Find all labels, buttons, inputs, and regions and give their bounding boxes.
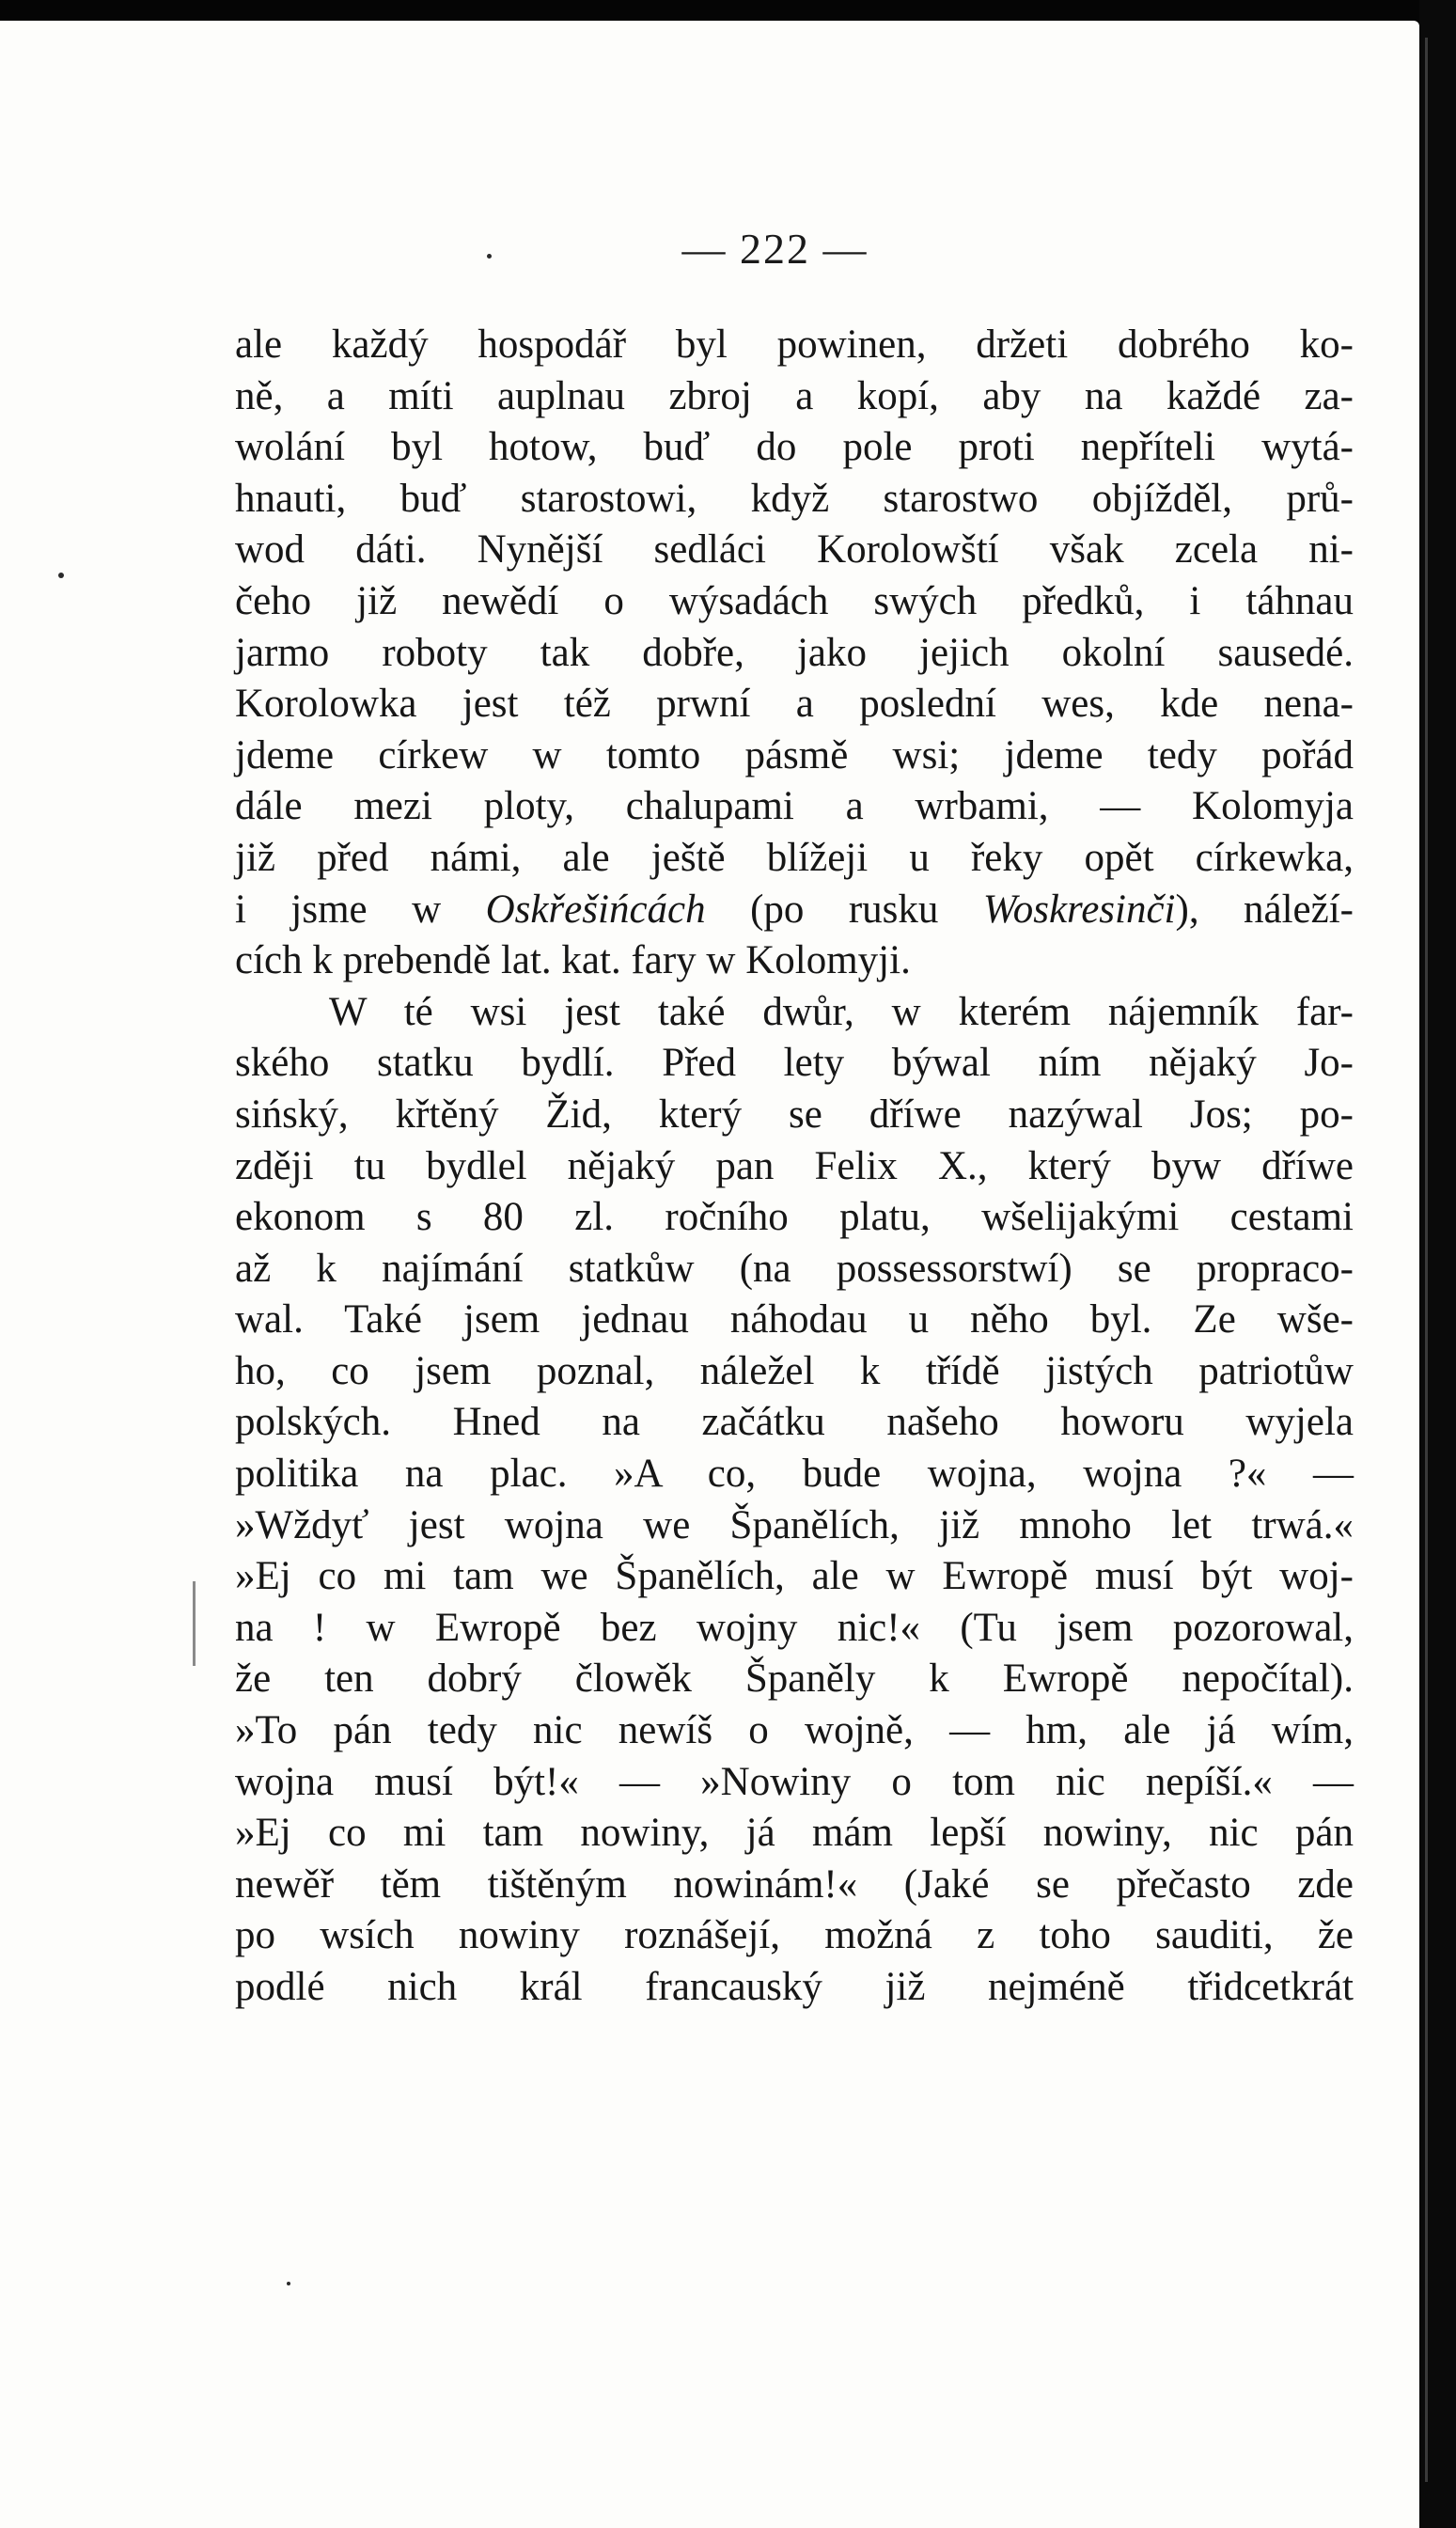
text-line: »Wždyť jest wojna we Španělích, již mnoho let trwá.«	[235, 1502, 1354, 1547]
text-line: wolání byl hotow, buď do pole proti nepříteli wytá-	[235, 425, 1354, 470]
text-line: ho, co jsem poznal, náležel k třídě jistých patriotůw	[235, 1348, 1354, 1393]
text-line: čeho již newědí o wýsadách swých předků, i táhnau	[235, 578, 1354, 623]
text-line: cích k prebendě lat. kat. fary w Kolomyji.	[235, 938, 911, 983]
text-line: Korolowka jest též prwní a poslední wes, kde nena-	[235, 682, 1354, 727]
text-line: wal. Také jsem jednau náhodau u něho byl. Ze wše-	[235, 1297, 1354, 1343]
text-line: hnauti, buď starostowi, když starostwo objížděl, prů-	[235, 476, 1354, 521]
ink-speck	[287, 2282, 290, 2285]
text-line: ně, a míti auplnau zbroj a kopí, aby na každé za-	[235, 373, 1354, 418]
text-line: zději tu bydlel nějaký pan Felix X., který byw dříwe	[235, 1143, 1354, 1188]
text-line: wojna musí být!« — »Nowiny o tom nic nepíší.« —	[235, 1759, 1354, 1804]
text-line: že ten dobrý člowěk Španěly k Ewropě nepočítal).	[235, 1657, 1354, 1702]
text-line: politika na plac. »A co, bude wojna, wojna ?« —	[235, 1452, 1354, 1497]
book-edge	[1419, 0, 1456, 2528]
text-segment: ), náleží-	[1175, 887, 1354, 932]
text-line: jdeme církew w tomto pásmě wsi; jdeme tedy pořád	[235, 732, 1354, 777]
text-line: »Ej co mi tam we Španělích, ale w Ewropě musí být woj-	[235, 1554, 1354, 1599]
text-line: podlé nich král francauský již nejméně třidcetkrát	[235, 1965, 1354, 2009]
gutter-mark	[193, 1581, 196, 1666]
text-line: jarmo roboty tak dobře, jako jejich okolní sausedé.	[235, 630, 1354, 675]
page-number: — 222 —	[681, 225, 869, 273]
text-line: »Ej co mi tam nowiny, já mám lepší nowiny, nic pán	[235, 1811, 1354, 1856]
page-text	[235, 320, 1354, 2014]
place-name-rusyn: Woskresinči	[982, 887, 1176, 932]
text-segment: (po rusku	[705, 887, 983, 932]
text-line: až k najímání statkůw (na possessorstwí) se propraco-	[235, 1246, 1354, 1291]
text-line: ského statku bydlí. Před lety býwal ním nějaký Jo-	[235, 1041, 1354, 1086]
text-line-with-place-names	[235, 885, 1354, 936]
text-line: na ! w Ewropě bez wojny nic!« (Tu jsem pozorowal,	[235, 1605, 1354, 1650]
text-line: po wsích nowiny roznášejí, možná z toho sauditi, že	[235, 1913, 1354, 1958]
text-line: »To pán tedy nic newíš o wojně, — hm, ale já wím,	[235, 1708, 1354, 1753]
place-name-czech: Oskřešińcách	[485, 887, 706, 932]
text-line: ekonom s 80 zl. ročního platu, wšelijakými cestami	[235, 1195, 1354, 1240]
text-line-paragraph-start: W té wsi jest také dwůr, w kterém nájemník far-	[329, 989, 1354, 1034]
text-line: polských. Hned na začátku našeho howoru wyjela	[235, 1400, 1354, 1445]
ink-speck	[58, 573, 64, 578]
text-line: dále mezi ploty, chalupami a wrbami, — Kolomyja	[235, 784, 1354, 829]
text-line: sińský, křtěný Žid, který se dříwe nazýwal Jos; po-	[235, 1091, 1354, 1137]
text-line: wod dáti. Nynější sedláci Korolowští však zcela ni-	[235, 527, 1354, 573]
text-line: newěř těm tištěným nowinám!« (Jaké se přečasto zde	[235, 1861, 1354, 1907]
text-line: již před námi, ale ještě blížeji u řeky opět církewka,	[235, 835, 1354, 880]
text-line: ale každý hospodář byl powinen, držeti dobrého ko-	[235, 322, 1354, 367]
text-segment: i jsme w	[235, 887, 486, 932]
